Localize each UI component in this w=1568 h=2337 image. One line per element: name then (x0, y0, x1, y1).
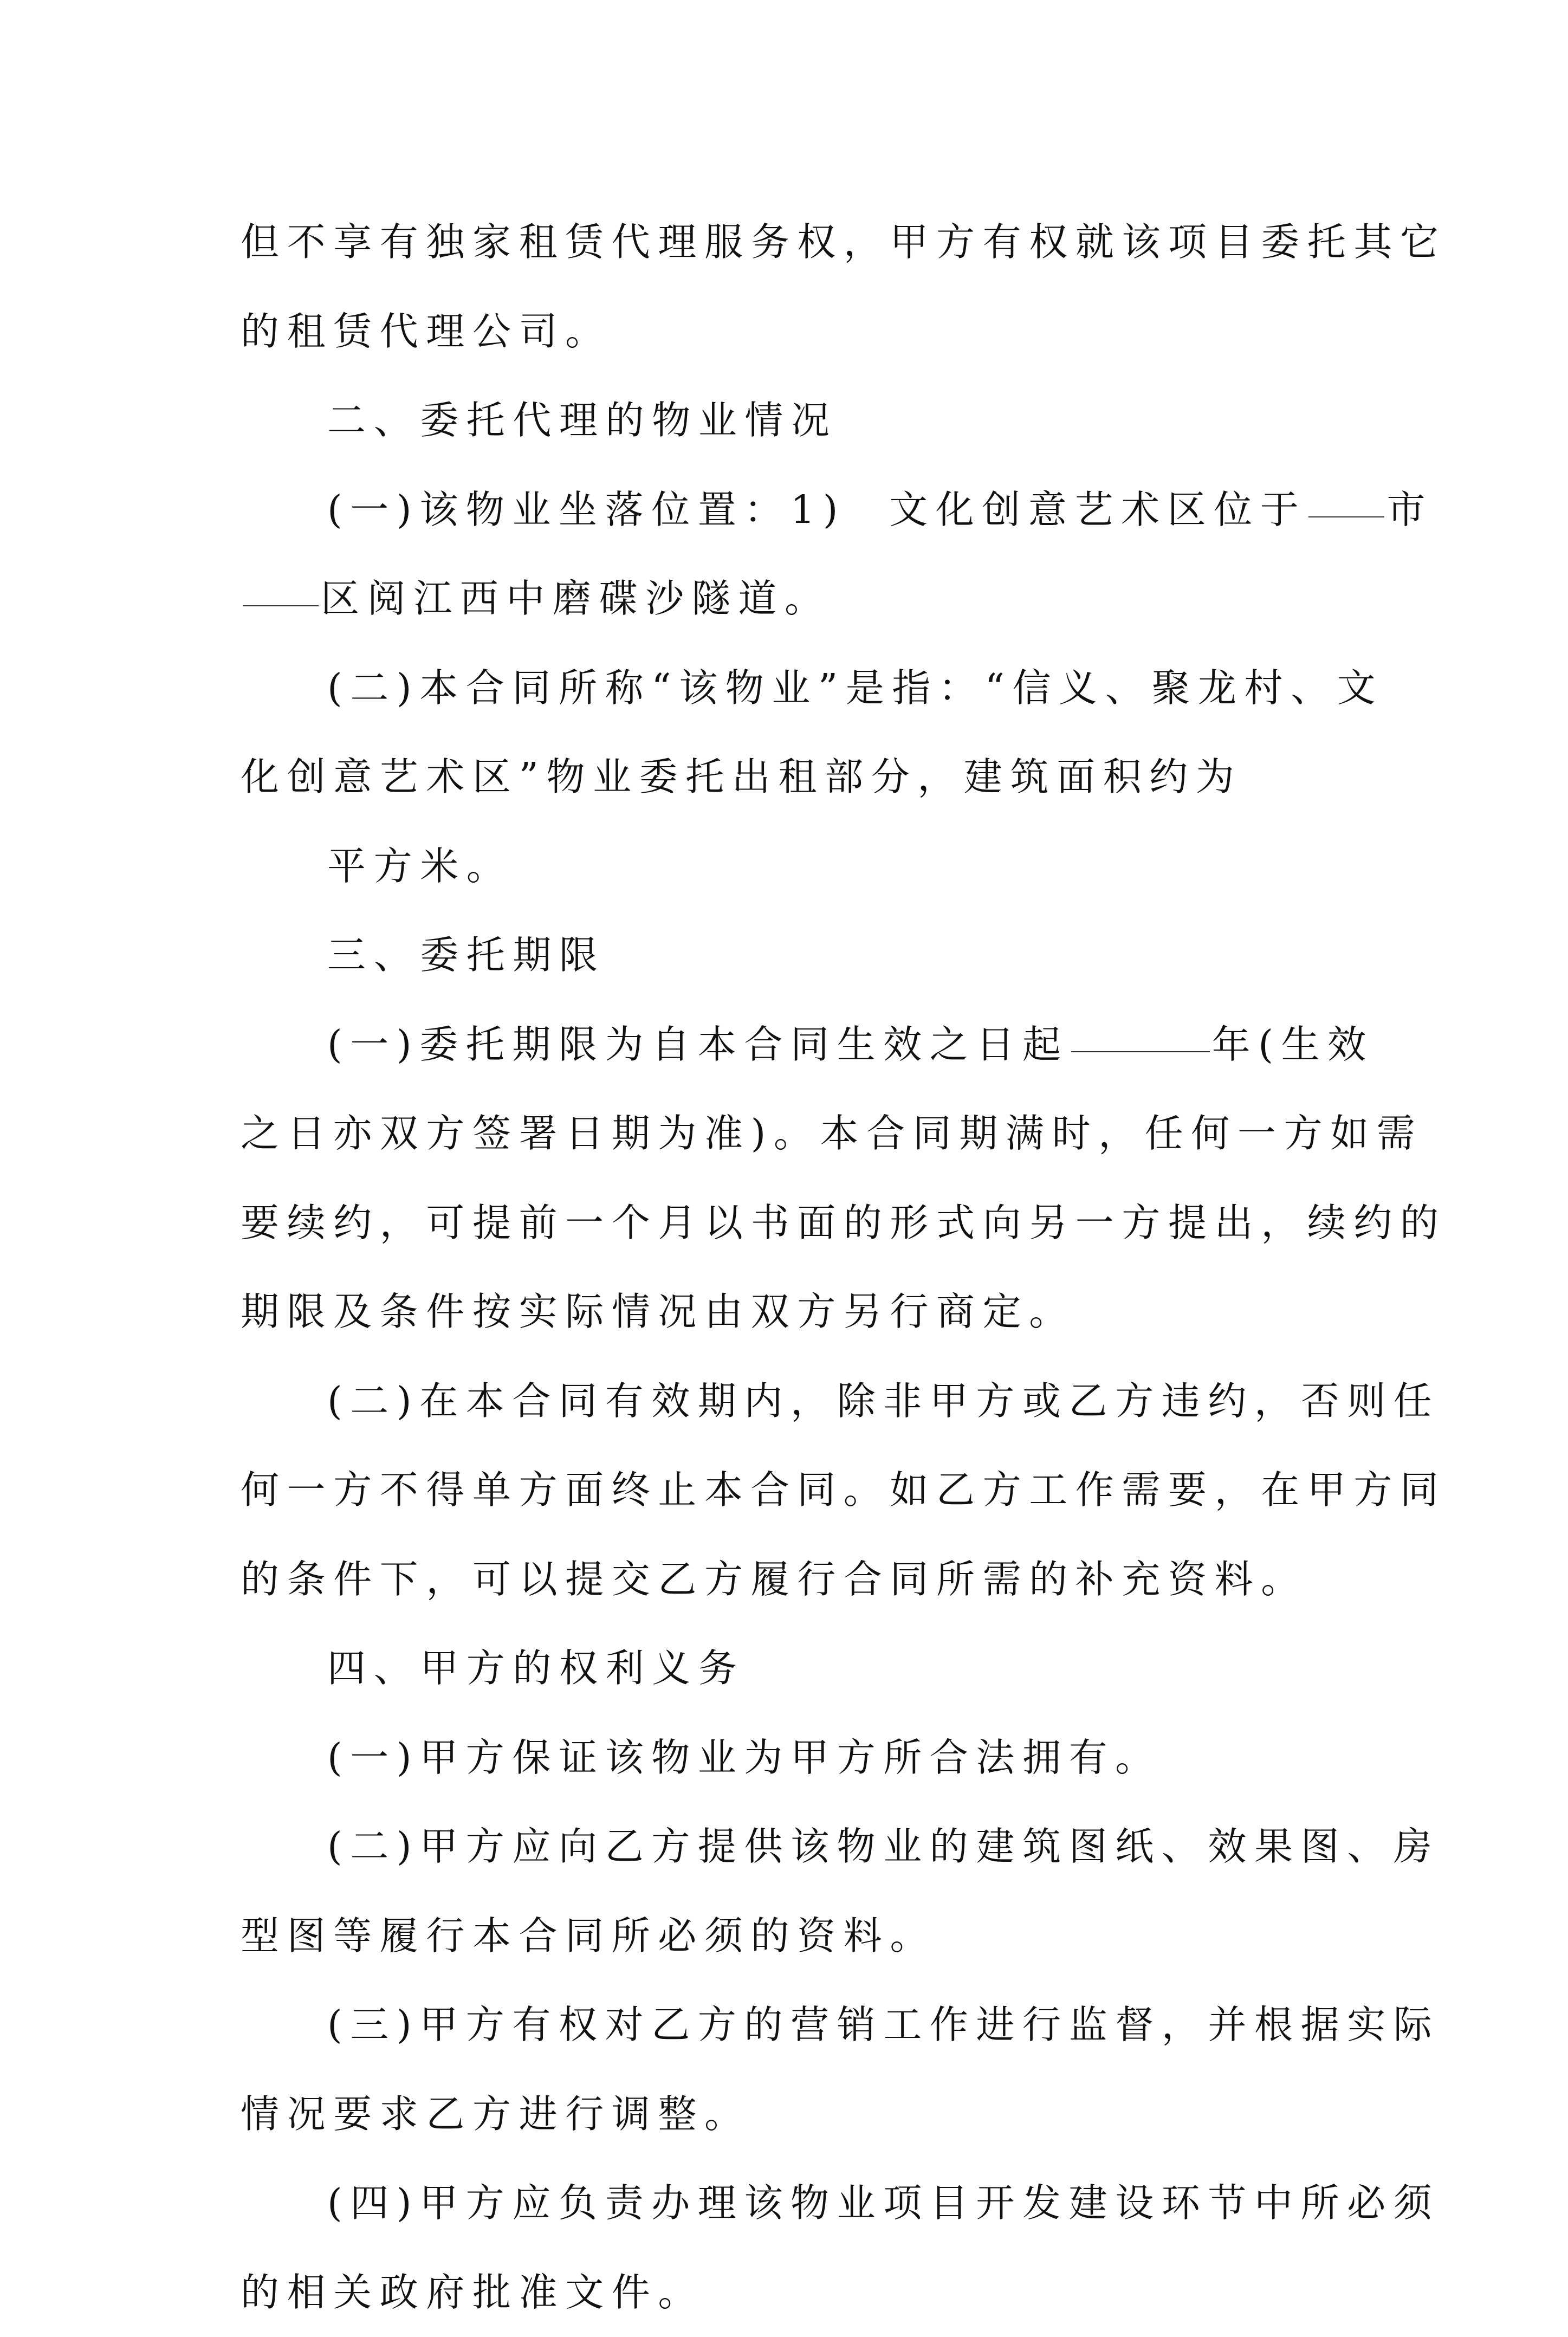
text-line: 的租赁代理公司。 (241, 287, 1346, 377)
text-line: (二)在本合同有效期内，除非甲方或乙方违约，否则任 (241, 1357, 1346, 1446)
text-line: 的条件下，可以提交乙方履行合同所需的补充资料。 (241, 1535, 1346, 1624)
text-line: 化创意艺术区”物业委托出租部分，建筑面积约为 (241, 733, 1346, 822)
text-line: (一)甲方保证该物业为甲方所合法拥有。 (241, 1713, 1346, 1803)
text-line: 情况要求乙方进行调整。 (241, 2070, 1346, 2159)
clause-label: (一)该物业坐落位置：1) (327, 487, 846, 532)
text-line: 要续约，可提前一个月以书面的形式向另一方提出，续约的 (241, 1179, 1346, 1268)
text-line: 期限及条件按实际情况由双方另行商定。 (241, 1267, 1346, 1357)
fill-in-blank (1071, 1019, 1210, 1052)
text-line (241, 465, 1346, 555)
document-body (241, 198, 1346, 2337)
text-line: 之日亦双方签署日期为准)。本合同期满时，任何一方如需 (241, 1089, 1346, 1179)
section-heading: 四、甲方的权利义务 (241, 1624, 1346, 1713)
text-line: 但不享有独家租赁代理服务权，甲方有权就该项目委托其它 (241, 198, 1346, 287)
fill-in-blank (243, 573, 319, 606)
text-line: (四)甲方应负责办理该物业项目开发建设环节中所必须 (241, 2159, 1346, 2248)
fill-in-blank (1308, 484, 1384, 517)
text-line (241, 1000, 1346, 1090)
text-span: 区阅江西中磨碟沙隧道。 (321, 576, 831, 621)
section-heading: 三、委托期限 (241, 911, 1346, 1000)
text-line: 的相关政府批准文件。 (241, 2248, 1346, 2337)
text-span: (一)委托期限为自本合同生效之日起 (327, 1022, 1069, 1067)
text-line: 何一方不得单方面终止本合同。如乙方工作需要，在甲方同 (241, 1446, 1346, 1535)
text-line: (三)甲方有权对乙方的营销工作进行监督，并根据实际 (241, 1980, 1346, 2070)
text-span: 文化创意艺术区位于 (889, 487, 1306, 532)
section-heading: 二、委托代理的物业情况 (241, 376, 1346, 465)
text-span: 年(生效 (1212, 1022, 1374, 1067)
text-line: (二)甲方应向乙方提供该物业的建筑图纸、效果图、房 (241, 1802, 1346, 1892)
text-line: 型图等履行本合同所必须的资料。 (241, 1892, 1346, 1981)
text-span: 市 (1386, 487, 1433, 532)
text-line: (二)本合同所称“该物业”是指：“信义、聚龙村、文 (241, 644, 1346, 733)
text-line: 平方米。 (241, 822, 1346, 911)
text-line (241, 554, 1346, 644)
